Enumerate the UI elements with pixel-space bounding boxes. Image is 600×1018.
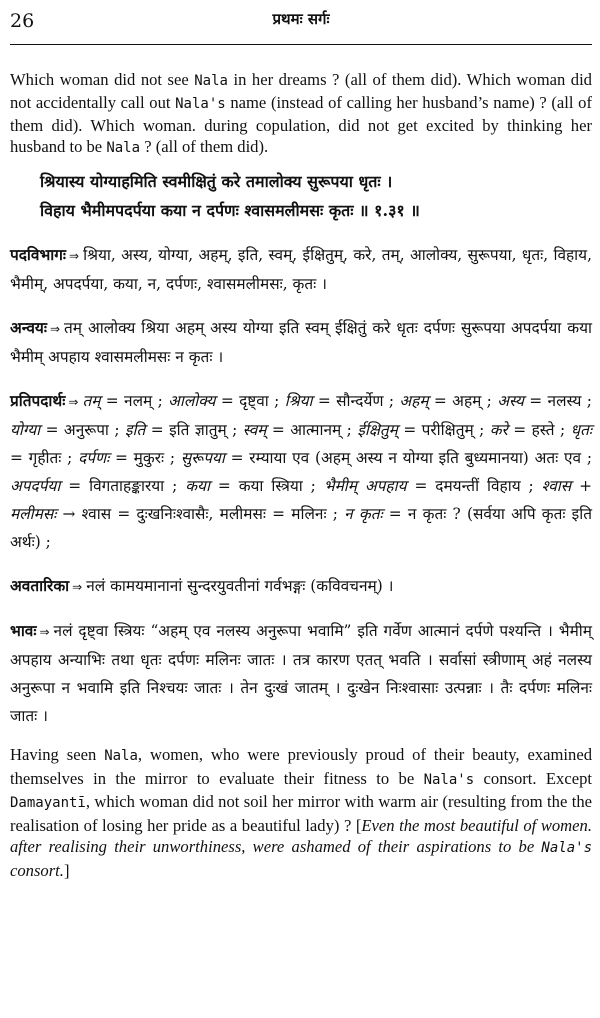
term: स्वम् (242, 421, 267, 439)
term: करे (489, 421, 508, 439)
name-damayanti: Damayantī (10, 795, 86, 811)
running-title: प्रथमः सर्गः (272, 10, 330, 28)
verse-line-1: श्रियास्य योग्याहमिति स्वमीक्षितुं करे तमालोक्य सुरूपया धृतः । (40, 172, 393, 191)
meaning: = मुकुरः ; (109, 449, 181, 467)
term: अपदर्पया (10, 477, 61, 495)
anvaya-label: अन्वयः (10, 319, 47, 337)
term: सुरूपया (180, 449, 225, 467)
avatarika-section (10, 572, 592, 601)
meaning: = सौन्दर्येण ; (312, 392, 400, 410)
meaning: = नलम् ; (100, 392, 169, 410)
bhava-text: नलं दृष्ट्वा स्त्रियः “अहम् एव नलस्य अनुरूपा भवामि” इति गर्वेण आत्मानं दर्पणे पश्यन्ति । भैमीम् अपहाय अन्याभिः तथा धृतः दर्पणः मलिनः जातः । तत्र कारण एतत् भवति । सर्वासां स्त्रीणाम् अहं नलस्य अनुरूपा न भवामि इति निश्चयः जातः । तेन दुःखं जातम् । दुःखेन निःश्वासाः उत्पन्नाः । तैः दर्पणः मलिनः जातः । (10, 622, 592, 725)
meaning: = नलस्य ; (523, 392, 592, 410)
name-nala: Nala (194, 73, 228, 89)
bhava-label: भावः (10, 622, 37, 640)
arrow-icon: ⇒ (39, 625, 50, 639)
padavibhaga-section (10, 241, 592, 298)
term: कया (185, 477, 210, 495)
translation-italic: Even the most beautiful of women. after realising their unworthiness, were ashamed of their aspirations to be (10, 815, 592, 856)
meaning: = न कृतः ? (सर्वया अपि कृतः इति अर्थः) ; (10, 505, 592, 551)
translation-text: , women, who were previously proud of their beauty, examined themselves in the mirror to evaluate their fitness to be (10, 745, 592, 788)
arrow-icon: ⇒ (69, 249, 80, 263)
meaning: = अहम् ; (428, 392, 498, 410)
term: धृतः (570, 421, 592, 439)
term: श्रिया (284, 392, 313, 410)
term: आलोक्य (168, 392, 216, 410)
meaning: = इति ज्ञातुम् ; (145, 421, 243, 439)
name-nala: Nala's (423, 771, 475, 788)
arrow-icon: ⇒ (72, 580, 83, 594)
term: योग्या (10, 421, 41, 439)
meaning: = कया स्त्रिया ; (209, 477, 324, 495)
translation-text: Having seen (10, 745, 105, 764)
term: तम् (82, 392, 101, 410)
meaning: = अनुरूपा ; (40, 421, 125, 439)
intro-text: ? (all of them did). (140, 137, 269, 156)
page-number: 26 (10, 10, 35, 32)
name-nala: Nala (104, 748, 138, 764)
meaning: = दृष्ट्वा ; (215, 392, 285, 410)
padavibhaga-text: श्रिया, अस्य, योग्या, अहम्, इति, स्वम्, ईक्षितुम्, करे, तम्, आलोक्य, सुरूपया, धृतः, विहाय, भैमीम्, अपदर्पया, कया, न, दर्पणः, श्वासमलीमसः, कृतः । (10, 246, 592, 293)
meaning: = गृहीतः ; (10, 449, 79, 467)
avatarika-label: अवतारिका (10, 577, 70, 595)
meaning: → श्वास = दुःखनिःश्वासैः, मलीमसः = मलिनः ; (56, 505, 345, 523)
term: दर्पणः (78, 449, 110, 467)
padavibhaga-label: पदविभागः (10, 246, 67, 264)
translation-text: , which woman did not soil her mirror with warm air (resulting from the the realisation of losing her pride as a beautiful lady) ? [ (10, 792, 592, 835)
translation-text: ] (63, 860, 70, 880)
term: इति (124, 421, 146, 439)
name-nala: Nala (106, 140, 141, 156)
intro-paragraph (10, 69, 592, 159)
meaning: = रम्याया एव (अहम् अस्य न योग्या इति बुध्यमानया) अतः एव ; (224, 449, 593, 467)
sanskrit-verse (40, 167, 592, 225)
term: न कृतः (344, 505, 383, 523)
term: अस्य (497, 392, 524, 410)
meaning: = परीक्षितुम् ; (397, 421, 490, 439)
bhava-section (10, 617, 592, 730)
intro-text: in her dreams ? (all of them did). Which woman did not accidentally call out (10, 70, 592, 112)
meaning: = दमयन्तीं विहाय ; (406, 477, 542, 495)
translation-italic: consort. (10, 860, 64, 880)
term: भैमीम् अपहाय (323, 477, 407, 495)
term: ईक्षितुम् (357, 421, 398, 439)
avatarika-text: नलं कामयमानानां सुन्दरयुवतीनां गर्वभङ्गः (कविवचनम्) । (86, 577, 394, 595)
arrow-icon: ⇒ (68, 395, 79, 409)
name-nala: Nala's (541, 840, 592, 856)
meaning: = आत्मानम् ; (266, 421, 358, 439)
intro-text: name (instead of calling her husband’s name) ? (all of them did). Which woman. during copulation, did not get excited by thinking her husband to be (10, 93, 592, 156)
translation-text: consort. Except (474, 768, 592, 788)
translation-paragraph (10, 744, 592, 881)
pratipadartha-label: प्रतिपदार्थः (10, 392, 66, 410)
meaning: = विगताहङ्कारया ; (60, 477, 186, 495)
term: श्वास + मलीमसः (10, 477, 592, 523)
term: अहम् (399, 392, 429, 410)
pratipadartha-section (10, 387, 592, 556)
intro-text: Which woman did not see (10, 70, 195, 89)
anvaya-section (10, 314, 592, 371)
page-header (10, 0, 592, 45)
arrow-icon: ⇒ (49, 322, 61, 336)
anvaya-text: तम् आलोक्य श्रिया अहम् अस्य योग्या इति स्वम् ईक्षितुं करे धृतः दर्पणः सुरूपया अपदर्पया कया भैमीम् अपहाय श्वासमलीमसः न कृतः । (10, 319, 592, 366)
name-nala: Nala's (175, 96, 226, 112)
meaning: = हस्ते ; (507, 421, 571, 439)
verse-line-2: विहाय भैमीमपदर्पया कया न दर्पणः श्वासमलीमसः कृतः ॥ १.३१ ॥ (40, 201, 420, 220)
